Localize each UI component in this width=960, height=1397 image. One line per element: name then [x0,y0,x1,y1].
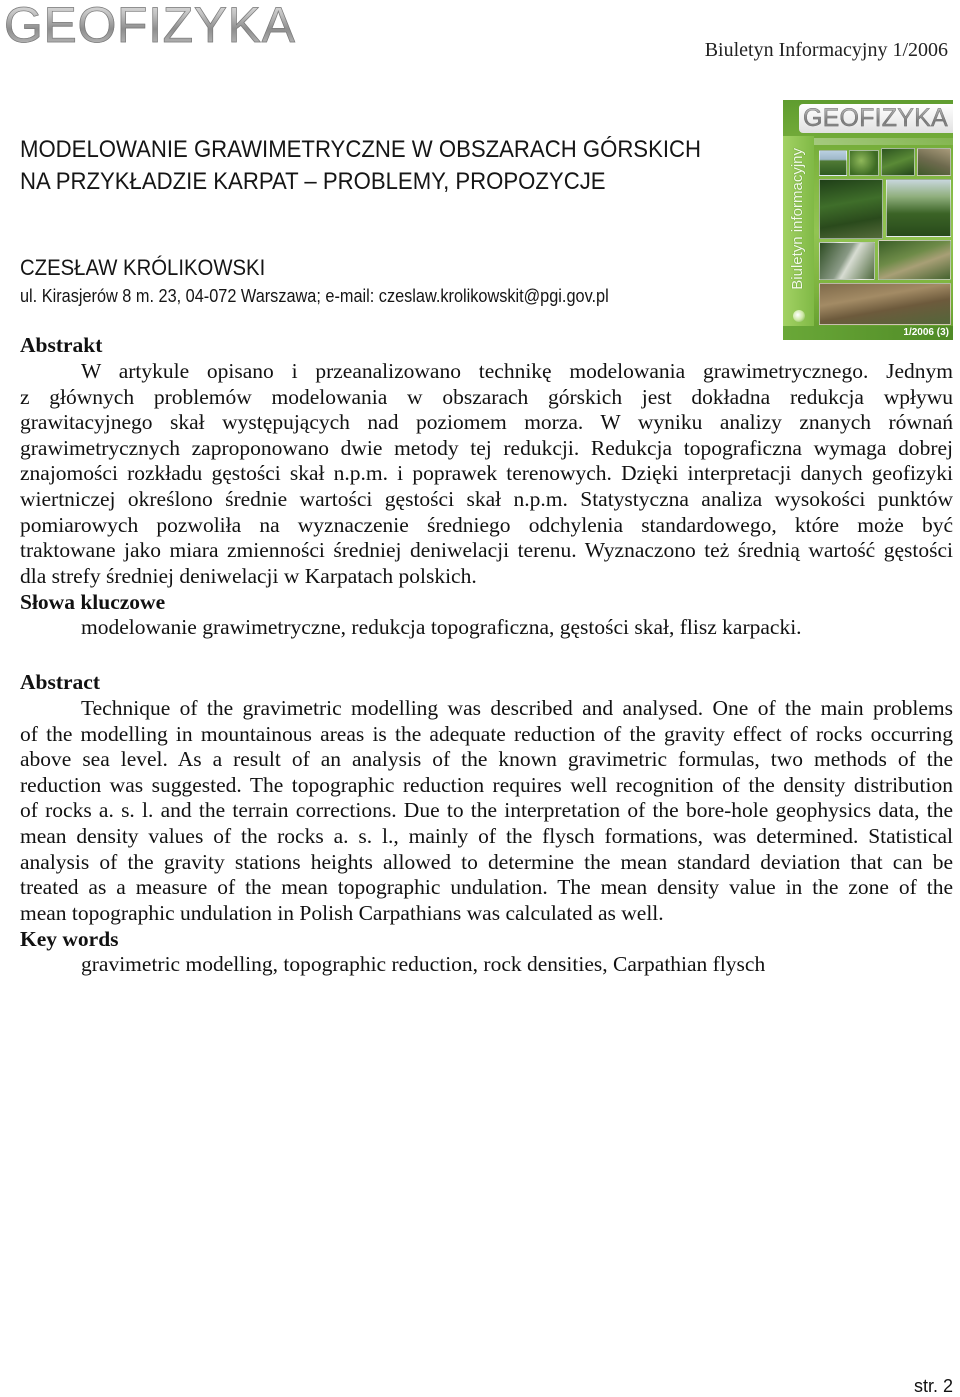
abstract-pl-line: traktowane jako miara zmienności średniej deniwelacji terenu. Wyznaczono też średnią wartość gęstości [20,538,953,563]
page-number: str. 2 [913,1376,953,1396]
author-address: ul. Kirasjerów 8 m. 23, 04-072 Warszawa; e-mail: czeslaw.krolikowskit@pgi.gov.pl [20,286,609,306]
abstract-en-line: treated as a measure of the mean topographic undulation. The mean density value in the zone of the [20,875,953,900]
cover-photo [878,240,951,280]
cover-photo [819,150,847,176]
journal-cover-image [783,100,953,340]
cover-series-title: Biuletyn informacyjny [789,148,806,290]
author-name: CZESŁAW KRÓLIKOWSKI [20,255,266,280]
cover-photo [819,283,951,325]
article-title-line: NA PRZYKŁADZIE KARPAT – PROBLEMY, PROPOZYCJE [20,168,606,195]
cover-photo [917,148,951,176]
abstract-pl-section [20,333,953,641]
abstract-pl-line: grawitacyjnego skał występujących nad poziomem morza. W wyniku analizy znanych równań [20,410,953,435]
cover-photo [819,179,883,239]
cover-issue-number: 1/2006 (3) [903,327,949,338]
article-title-line: MODELOWANIE GRAWIMETRYCZNE W OBSZARACH GÓRSKICH [20,136,702,163]
abstract-en-line: above sea level. As a result of an analysis of the known gravimetric formulas, two methods of the [20,747,953,772]
keywords-pl-text: modelowanie grawimetryczne, redukcja topograficzna, gęstości skał, flisz karpacki. [81,615,802,640]
abstract-pl-line: wiertniczej określono średnie wartości gęstości skał n.p.m. Statystyczna analiza wysokości punktów [20,487,953,512]
cover-info-strip [813,138,953,145]
cover-logo: GEOFIZYKA [803,104,948,132]
abstract-en-line: of the modelling in mountainous areas is the adequate reduction of the gravity effect of rocks occurring [20,721,953,746]
abstract-pl-line: znajomości rozkładu gęstości skał n.p.m. i poprawek terenowych. Dzięki interpretacji danych geofizyki [20,461,953,486]
keywords-en-text: gravimetric modelling, topographic reduction, rock densities, Carpathian flysch [81,952,766,977]
abstract-en-line: of rocks a. s. l. and the terrain corrections. Due to the interpretation of the bore-hole geophysics data, the [20,798,953,823]
abstract-en-line: mean density values of the rocks a. s. l., mainly of the flysch formations, was determined. Statistical [20,824,953,849]
cover-photo [819,242,875,280]
abstract-en-heading: Abstract [20,670,101,695]
keywords-pl-heading: Słowa kluczowe [20,589,166,614]
cover-emblem-icon [793,310,805,322]
abstract-en-line: mean topographic undulation in Polish Carpathians was calculated as well. [20,901,664,926]
abstract-pl-heading: Abstrakt [20,333,103,358]
abstract-en-line: analysis of the gravity stations heights allowed to determine the mean standard deviation that can be [20,849,953,874]
cover-photo [886,179,951,237]
abstract-pl-line: dla strefy średniej deniwelacji w Karpatach polskich. [20,564,477,589]
abstract-pl-line: grawimetrycznych zaproponowano dwie metody tej redukcji. Redukcja topograficzna wymaga dobrej [20,435,953,460]
cover-photo [849,150,879,176]
abstract-en-line: reduction was suggested. The topographic reduction requires well recognition of the density distribution [20,772,953,797]
abstract-pl-line: W artykule opisano i przeanalizowano technikę modelowania grawimetrycznego. Jednym [81,358,953,383]
abstract-en-section [20,670,953,978]
abstract-en-line: Technique of the gravimetric modelling was described and analysed. One of the main problems [81,695,953,720]
keywords-en-heading: Key words [20,926,119,951]
abstract-pl-line: pomiarowych pozwoliła na wyznaczenie średniego odchylenia standardowego, które może być [20,512,953,537]
article-title [20,134,701,198]
geofizyka-logo: GEOFIZYKA [4,0,296,53]
bulletin-issue-label: Biuletyn Informacyjny 1/2006 [704,39,948,61]
abstract-pl-line: z głównych problemów modelowania w obszarach górskich jest dokładna redukcja wpływu [20,384,953,409]
cover-photo [881,148,915,176]
